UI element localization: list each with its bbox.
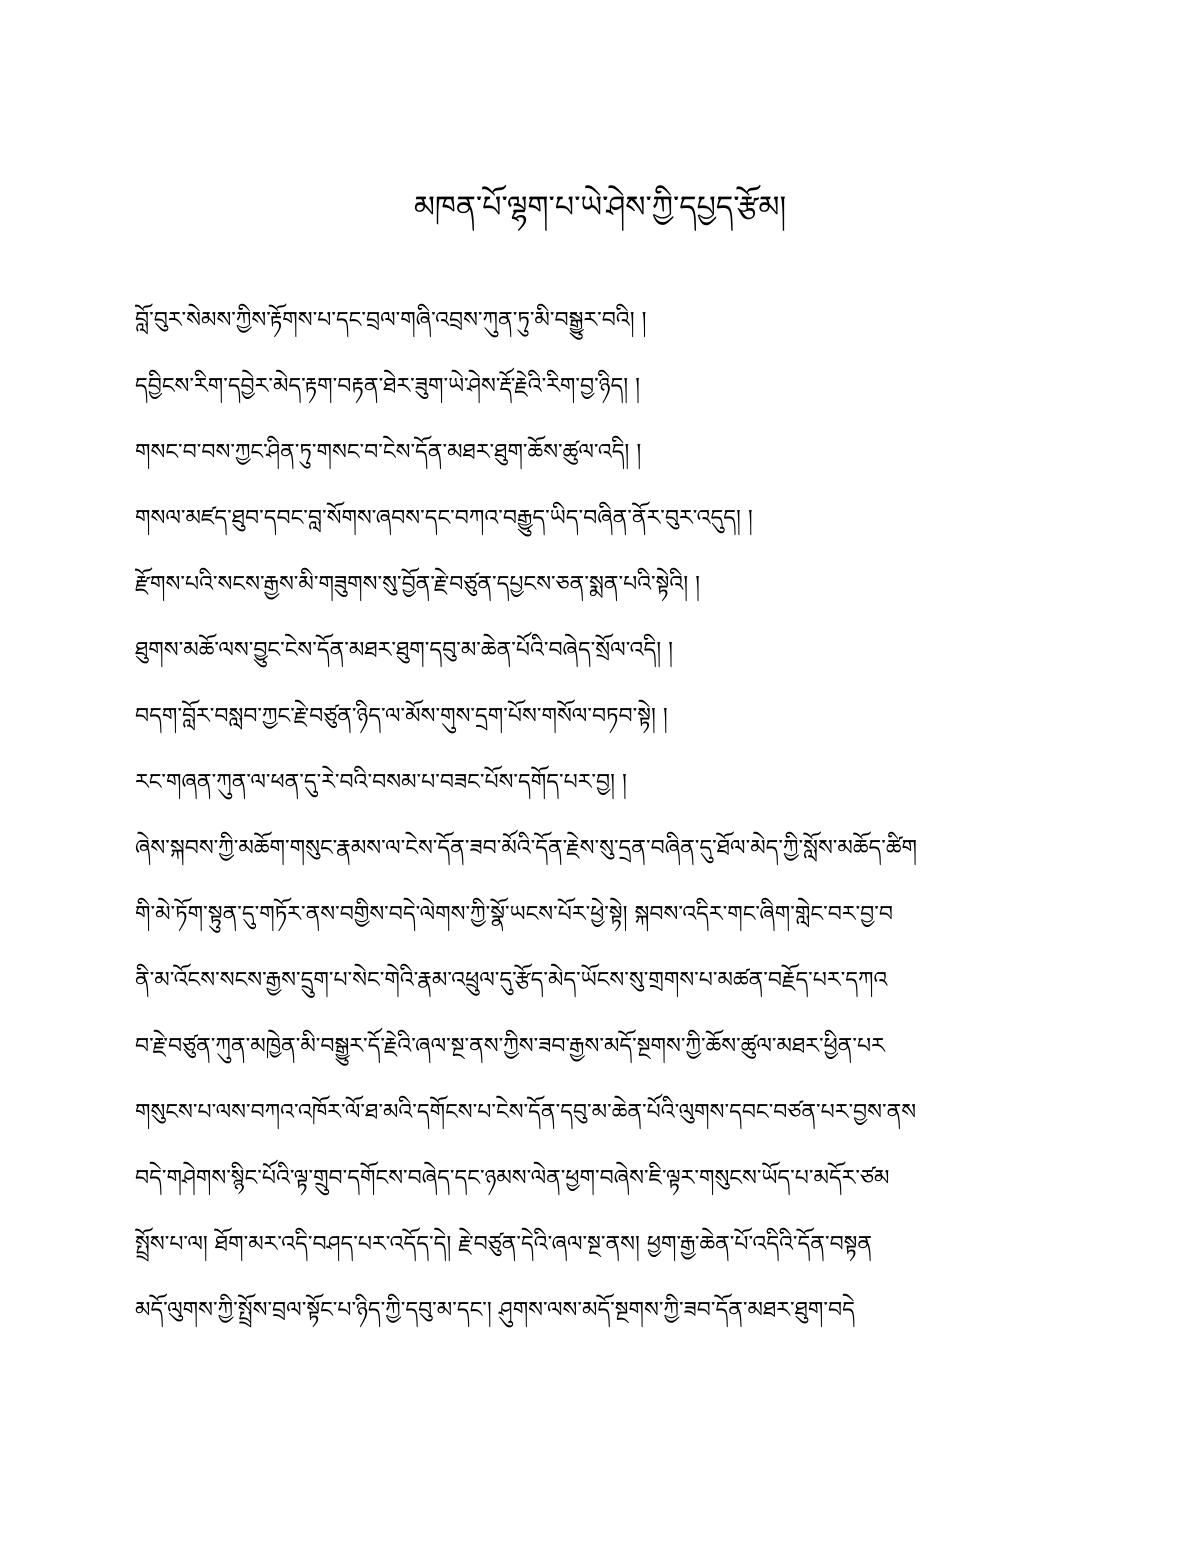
prose-line-2: གི་མེ་ཏོག་སྟུན་དུ་གཏོར་ནས་བགྱིས་བདེ་ལེགས་ཀྱི་སྣོ་ཡངས་པོར་ཕྱེ་སྟེ། སྐབས་འདིར་གང་ཞིག་གླེང་བར་བྱ་བ	[135, 902, 893, 927]
prose-line-8: མདོ་ལུགས་ཀྱི་སྤྲོས་བྲལ་སྟོང་པ་ཉིད་ཀྱི་དབུ་མ་དང་། ཤུགས་ལས་མདོ་སྔགས་ཀྱི་ཟབ་དོན་མཐར་ཐུག་བདེ	[135, 1298, 855, 1323]
verse-line-5: རྫོགས་པའི་སངས་རྒྱས་མི་གཟུགས་སུ་བྱོན་རྗེ་བཙུན་དཔྱངས་ཅན་སྨན་པའི་སྟེའི། །	[135, 572, 701, 597]
prose-line-5: གསུངས་པ་ལས་བཀའ་འཁོར་ལོ་ཐ་མའི་དགོངས་པ་ངེས་དོན་དབུ་མ་ཆེན་པོའི་ལུགས་དབང་བཙན་པར་བྱས་ནས	[135, 1100, 917, 1125]
verse-line-7: བདག་བློར་བསླབ་ཀྱང་རྗེ་བཙུན་ཉིད་ལ་མོས་གུས་དྲག་པོས་གསོལ་བཏབ་སྟེ། །	[135, 704, 668, 729]
verse-line-3: གསང་བ་བས་ཀྱང་ཤིན་ཏུ་གསང་བ་ངེས་དོན་མཐར་ཐུག་ཆོས་ཚུལ་འདི། །	[135, 440, 642, 465]
verse-line-2: དབྱིངས་རིག་དབྱེར་མེད་རྟག་བརྟན་ཐེར་ཟུག་ཡེ་ཤེས་རྡོ་རྗེའི་རིག་བྱ་ཉིད། །	[135, 374, 641, 399]
document-title: མཁན་པོ་ལྷག་པ་ཡེ་ཤེས་ཀྱི་དཔྱད་རྩོམ།	[413, 190, 787, 225]
prose-line-4: བ་རྗེ་བཙུན་ཀུན་མཁྱེན་མི་བསྒྱུར་དོ་རྗེའི་ཞལ་སྔ་ནས་ཀྱིས་ཟབ་རྒྱས་མདོ་སྔགས་ཀྱི་ཆོས་ཚུལ་མཐར་ཕྱིན་པར	[135, 1034, 885, 1059]
prose-line-6: བདེ་གཤེགས་སྙིང་པོའི་ལྟ་གྲུབ་དགོངས་བཞེད་དང་ཉམས་ལེན་ཕྱག་བཞེས་ཇི་ལྟར་གསུངས་ཡོད་པ་མདོར་ཙམ	[135, 1166, 890, 1191]
verse-line-6: ཐུགས་མཆོ་ལས་བྱུང་ངེས་དོན་མཐར་ཐུག་དབུ་མ་ཆེན་པོའི་བཞེད་སྲོལ་འདི། །	[135, 638, 674, 663]
verse-line-4: གསལ་མཛད་ཐུབ་དབང་བླ་སོགས་ཞབས་དང་བཀའ་བརྒྱུད་ཡིད་བཞིན་ནོར་བུར་འདུད། །	[135, 506, 753, 531]
verse-line-1: བློ་བུར་སེམས་ཀྱིས་རྟོགས་པ་དང་བྲལ་གཞི་འབྲས་ཀུན་ཏུ་མི་བསྒྱུར་བའི། །	[135, 308, 647, 333]
prose-line-3: ནི་མ་འོངས་སངས་རྒྱས་དྲུག་པ་སེང་གེའི་རྣམ་འཕྲུལ་དུ་རྩོད་མེད་ཡོངས་སུ་གྲགས་པ་མཚན་བརྗོད་པར་དཀའ	[135, 968, 888, 993]
verse-line-8: རང་གཞན་ཀུན་ལ་ཕན་དུ་རེ་བའི་བསམ་པ་བཟང་པོས་དགོད་པར་བྱ། །	[135, 770, 627, 795]
prose-line-1: ཞེས་སྐབས་ཀྱི་མཆོག་གསུང་རྣམས་ལ་ངེས་དོན་ཟབ་མོའི་དོན་རྗེས་སུ་དྲན་བཞིན་དུ་ཐོལ་མེད་ཀྱི་སློས་མཆོད་ཚིག	[135, 836, 918, 861]
prose-line-7: སྤྲོས་པ་ལ། ཐོག་མར་འདི་བཤད་པར་འདོད་དེ། རྗེ་བཙུན་དེའི་ཞལ་སྔ་ནས། ཕྱག་རྒྱ་ཆེན་པོ་འདིའི་དོན་བསྟན	[135, 1232, 873, 1257]
